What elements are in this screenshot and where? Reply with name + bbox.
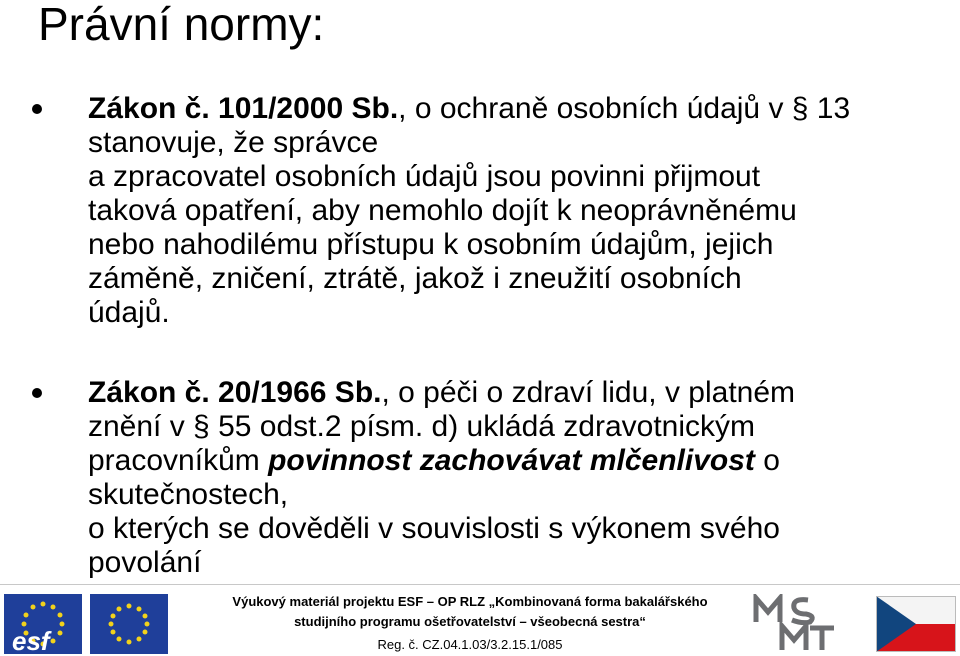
bullet-line: skutečnostech, bbox=[88, 478, 289, 511]
bullet-line bbox=[88, 376, 948, 410]
footer-line: Výukový materiál projektu ESF – OP RLZ „Kombinovaná forma bakalářského bbox=[232, 594, 708, 609]
bullet-line: záměně, zničení, ztrátě, jakož i zneužití osobních bbox=[88, 262, 742, 295]
esf-logo-text: esf bbox=[12, 626, 50, 654]
law-reference: Zákon č. 20/1966 Sb. bbox=[88, 376, 382, 409]
footer-registration: Reg. č. CZ.04.1.03/3.2.15.1/085 bbox=[377, 637, 563, 652]
text-segment: pracovníkům bbox=[88, 444, 269, 477]
bullet-line: taková opatření, aby nemohlo dojít k neoprávněnému bbox=[88, 194, 797, 227]
eu-flag-icon bbox=[90, 594, 168, 654]
msmt-logo-text: MŠMT bbox=[752, 594, 755, 595]
law-reference: Zákon č. 101/2000 Sb. bbox=[88, 92, 399, 125]
bullet-dot bbox=[32, 388, 42, 398]
bullet-line: a zpracovatel osobních údajů jsou povinni přijmout bbox=[88, 160, 761, 193]
footer-line: studijního programu ošetřovatelství – všeobecná sestra“ bbox=[294, 614, 646, 629]
bullet-line: údajů. bbox=[88, 296, 170, 329]
msmt-logo bbox=[752, 594, 836, 652]
eu-esf-logo bbox=[4, 594, 168, 654]
czech-flag-icon bbox=[876, 596, 956, 652]
bullet-item-law-20 bbox=[88, 376, 948, 580]
bullet-line bbox=[88, 92, 948, 160]
emphasis-text: povinnost zachovávat mlčenlivost bbox=[268, 444, 755, 477]
bullet-line: povolání bbox=[88, 546, 202, 579]
bullet-line: nebo nahodilému přístupu k osobním údajům, jejich bbox=[88, 228, 774, 261]
bullet-dot bbox=[32, 104, 42, 114]
footer-project-text bbox=[190, 592, 750, 632]
bullet-line: znění v § 55 odst.2 písm. d) ukládá zdravotnickým bbox=[88, 410, 755, 443]
footer-divider bbox=[0, 584, 960, 585]
bullet-item-law-101 bbox=[88, 92, 948, 330]
law-text: , o ochraně osobních údajů v § 13 stanovuje, že správce bbox=[88, 92, 851, 159]
slide-title: Právní normy: bbox=[38, 0, 325, 50]
text-segment: o bbox=[754, 444, 780, 477]
bullet-line bbox=[88, 444, 948, 478]
law-text: , o péči o zdraví lidu, v platném bbox=[381, 376, 796, 409]
bullet-line: o kterých se dověděli v souvislosti s výkonem svého bbox=[88, 512, 780, 545]
